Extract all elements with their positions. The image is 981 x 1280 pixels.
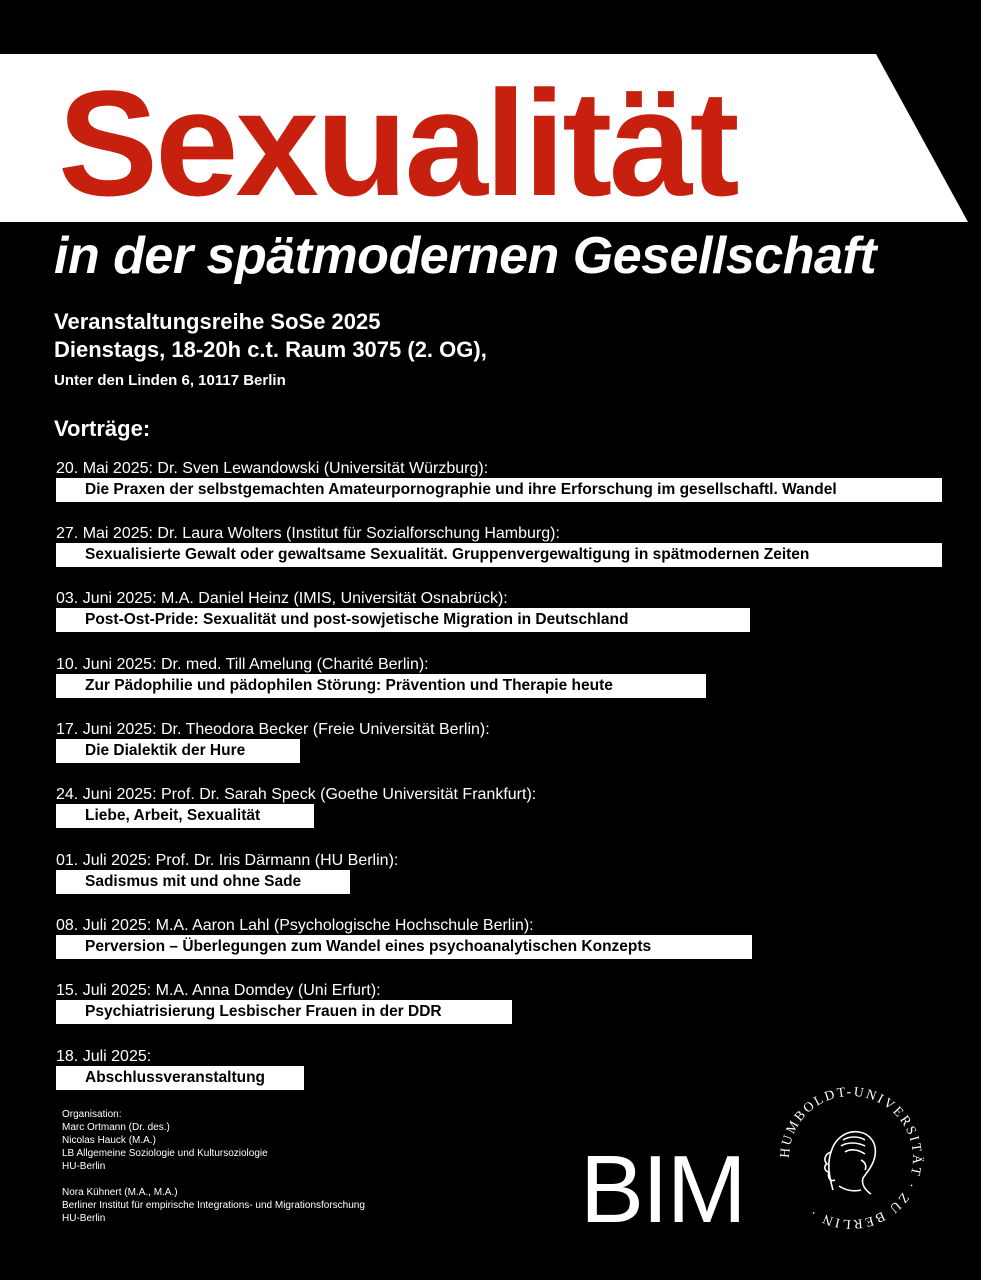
talk-7-info: 01. Juli 2025: Prof. Dr. Iris Därmann (HU Berlin): (56, 852, 399, 869)
hu-seal-text: HUMBOLDT-UNIVERSITÄT · ZU BERLIN · (776, 1083, 926, 1233)
org-line: Nicolas Hauck (M.A.) (62, 1135, 156, 1146)
svg-text:HUMBOLDT-UNIVERSITÄT · ZU BERL (777, 1084, 925, 1232)
org-line: Berliner Institut für empirische Integrations- und Migrationsforschung (62, 1200, 365, 1211)
talk-4-title: Zur Pädophilie und pädophilen Störung: Prävention und Therapie heute (56, 674, 706, 698)
main-title: Sexualität (58, 59, 737, 227)
talks-heading: Vorträge: (54, 416, 151, 441)
talk-4-info: 10. Juni 2025: Dr. med. Till Amelung (Charité Berlin): (56, 656, 429, 673)
bim-logo: BIM (580, 1136, 745, 1243)
talk-10-title: Abschlussveranstaltung (56, 1066, 304, 1090)
hu-seal-logo (773, 1080, 929, 1236)
org-line: HU-Berlin (62, 1213, 106, 1224)
talk-6-info: 24. Juni 2025: Prof. Dr. Sarah Speck (Goethe Universität Frankfurt): (56, 786, 537, 803)
talk-10-info: 18. Juli 2025: (56, 1048, 152, 1065)
org-line: LB Allgemeine Soziologie und Kultursoziologie (62, 1148, 268, 1159)
talk-3-info: 03. Juni 2025: M.A. Daniel Heinz (IMIS, Universität Osnabrück): (56, 590, 508, 607)
org-line: HU-Berlin (62, 1161, 106, 1172)
time-room-info: Dienstags, 18-20h c.t. Raum 3075 (2. OG), (54, 337, 487, 362)
talk-8-info: 08. Juli 2025: M.A. Aaron Lahl (Psychologische Hochschule Berlin): (56, 917, 534, 934)
talk-5-title: Die Dialektik der Hure (56, 739, 300, 763)
talk-9-title: Psychiatrisierung Lesbischer Frauen in der DDR (56, 1000, 512, 1024)
org-heading: Organisation: (62, 1109, 122, 1120)
org-line: Nora Kühnert (M.A., M.A.) (62, 1187, 178, 1198)
address: Unter den Linden 6, 10117 Berlin (54, 372, 286, 389)
talk-9-info: 15. Juli 2025: M.A. Anna Domdey (Uni Erfurt): (56, 982, 381, 999)
talk-5-info: 17. Juni 2025: Dr. Theodora Becker (Freie Universität Berlin): (56, 721, 490, 738)
talk-8-title: Perversion – Überlegungen zum Wandel eines psychoanalytischen Konzepts (56, 935, 752, 959)
org-line: Marc Ortmann (Dr. des.) (62, 1122, 170, 1133)
talk-7-title: Sadismus mit und ohne Sade (56, 870, 350, 894)
talk-2-title: Sexualisierte Gewalt oder gewaltsame Sexualität. Gruppenvergewaltigung in spätmodernen Zeiten (56, 543, 942, 567)
talk-6-title: Liebe, Arbeit, Sexualität (56, 804, 314, 828)
talk-1-title: Die Praxen der selbstgemachten Amateurpornographie und ihre Erforschung im gesellschaftl. Wandel (56, 478, 942, 502)
series-info: Veranstaltungsreihe SoSe 2025 (54, 309, 381, 334)
talk-1-info: 20. Mai 2025: Dr. Sven Lewandowski (Universität Würzburg): (56, 460, 489, 477)
subtitle: in der spätmodernen Gesellschaft (54, 227, 877, 285)
talk-2-info: 27. Mai 2025: Dr. Laura Wolters (Institut für Sozialforschung Hamburg): (56, 525, 560, 542)
talk-3-title: Post-Ost-Pride: Sexualität und post-sowjetische Migration in Deutschland (56, 608, 750, 632)
